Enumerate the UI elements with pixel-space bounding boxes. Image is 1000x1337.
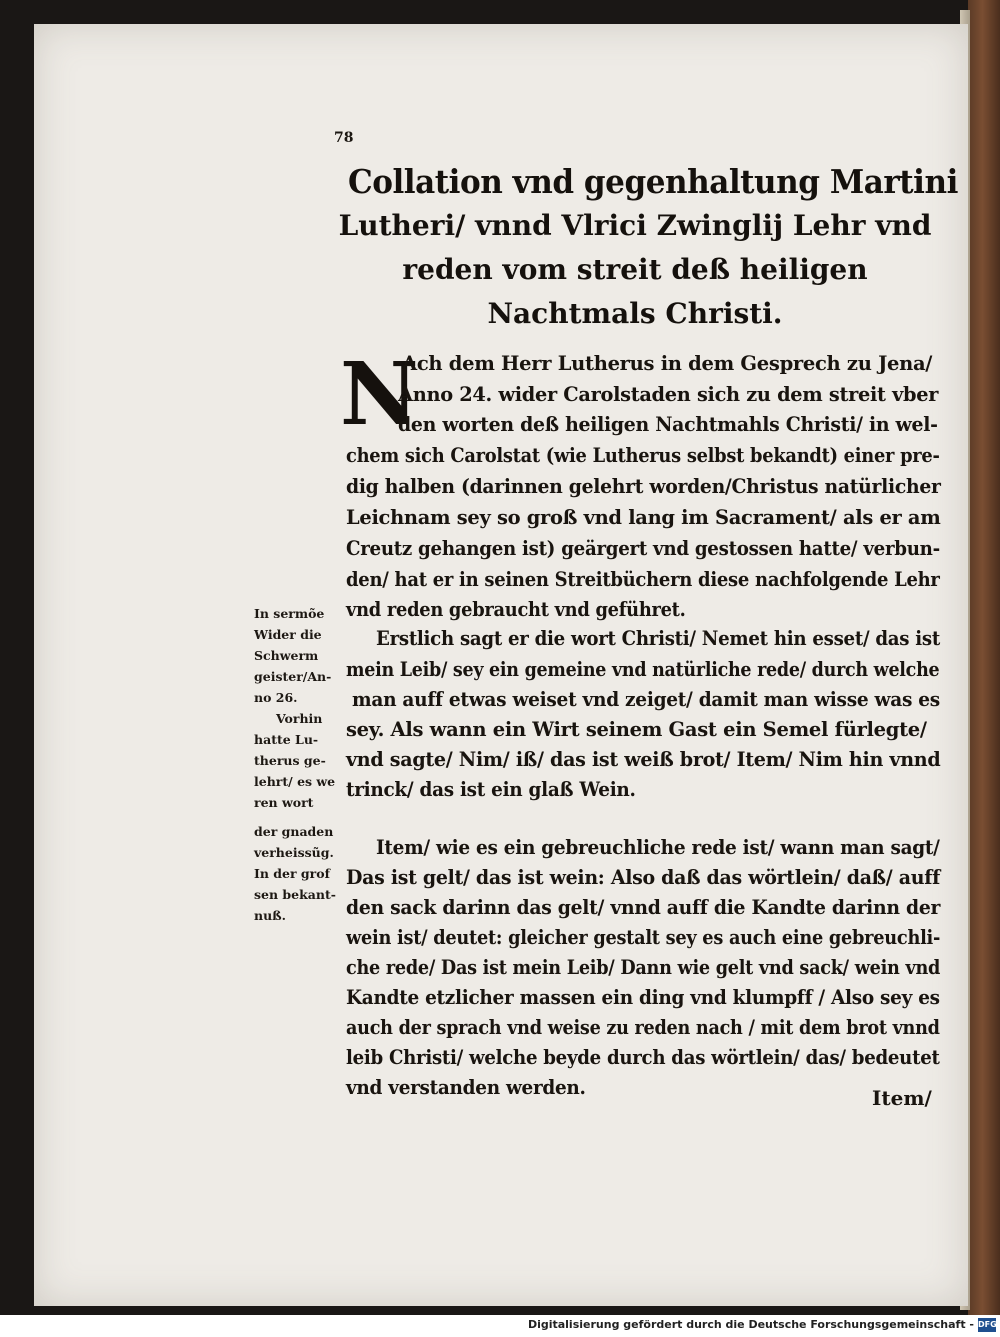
margin-note-line: Wider die (254, 627, 322, 642)
footer-bar (0, 1315, 1000, 1337)
margin-note (254, 603, 346, 926)
body-line: den sack darinn das gelt/ vnnd auff die Kandte darinn der (346, 896, 941, 919)
margin-note-line: Vorhin (276, 711, 323, 726)
title-line: Collation vnd gegenhaltung Martini (347, 162, 958, 201)
margin-note-line: verheissũg. (254, 845, 334, 860)
body-line: Erstlich sagt er die wort Christi/ Nemet hin esset/ das ist (376, 627, 940, 650)
body-line: trinck/ das ist ein glaß Wein. (346, 778, 636, 801)
body-line: man auff etwas weiset vnd zeiget/ damit man wisse was es (352, 688, 940, 711)
dfg-logo-icon: DFG (978, 1318, 996, 1332)
margin-note-line: hatte Lu- (254, 732, 319, 747)
footer-credit: Digitalisierung gefördert durch die Deutsche Forschungsgemeinschaft - (527, 1318, 974, 1331)
margin-note-line: der gnaden (254, 824, 334, 839)
margin-note-line: ren wort (254, 795, 314, 810)
body-line: dig halben (darinnen gelehrt worden/Christus natürlicher (346, 475, 941, 498)
drop-cap: N (340, 344, 419, 445)
body-line: Anno 24. wider Carolstaden sich zu dem streit vber (398, 383, 939, 406)
title-line: Lutheri/ vnnd Vlrici Zwinglij Lehr vnd (338, 209, 932, 242)
body-line: wein ist/ deutet: gleicher gestalt sey es auch eine gebreuchli- (346, 926, 941, 949)
margin-note-line: no 26. (254, 690, 298, 705)
body-line: den/ hat er in seinen Streitbüchern diese nachfolgende Lehr (346, 568, 940, 591)
margin-note-line: geister/An- (254, 669, 332, 684)
body-line: Kandte etzlicher massen ein ding vnd klumpff / Also sey es (346, 986, 940, 1009)
margin-note-line: In sermõe (254, 606, 325, 621)
body-line: Creutz gehangen ist) geärgert vnd gestossen hatte/ verbun- (346, 537, 940, 560)
margin-note-line: Schwerm (254, 648, 319, 663)
body-line: chem sich Carolstat (wie Lutherus selbst bekandt) einer pre- (346, 444, 940, 467)
page-number: 78 (334, 130, 354, 146)
body-line: mein Leib/ sey ein gemeine vnd natürliche rede/ durch welche (346, 658, 940, 681)
body-line: sey. Als wann ein Wirt seinem Gast ein Semel fürlegte/ (346, 718, 927, 741)
title-line: Nachtmals Christi. (487, 297, 783, 330)
body-line: vnd verstanden werden. (346, 1076, 586, 1099)
book-binding (968, 0, 1000, 1315)
page-title (330, 160, 958, 336)
body-line: Item/ wie es ein gebreuchliche rede ist/ wann man sagt/ (376, 836, 940, 859)
title-line: reden vom streit deß heiligen (402, 253, 868, 286)
margin-note-line: therus ge- (254, 753, 326, 768)
body-line: vnd reden gebraucht vnd geführet. (346, 598, 686, 621)
body-line: leib Christi/ welche beyde durch das wörtlein/ das/ bedeutet (346, 1046, 940, 1069)
body-line: vnd sagte/ Nim/ iß/ das ist weiß brot/ Item/ Nim hin vnnd (346, 748, 941, 771)
margin-note-line: lehrt/ es we (254, 774, 336, 789)
body-line: Ach dem Herr Lutherus in dem Gesprech zu Jena/ (402, 352, 933, 375)
body-line: auch der sprach vnd weise zu reden nach / mit dem brot vnnd (346, 1016, 940, 1039)
body-line: Leichnam sey so groß vnd lang im Sacrament/ als er am (346, 506, 941, 529)
margin-note-line: nuß. (254, 908, 287, 923)
body-line: Das ist gelt/ das ist wein: Also daß das wörtlein/ daß/ auff (346, 866, 940, 889)
catchword: Item/ (872, 1086, 932, 1110)
body-line: den worten deß heiligen Nachtmahls Christi/ in wel- (398, 413, 938, 436)
body-line: che rede/ Das ist mein Leib/ Dann wie gelt vnd sack/ wein vnd (346, 956, 941, 979)
margin-note-line: sen bekant- (254, 887, 336, 902)
margin-note-line: In der grof (254, 866, 330, 881)
